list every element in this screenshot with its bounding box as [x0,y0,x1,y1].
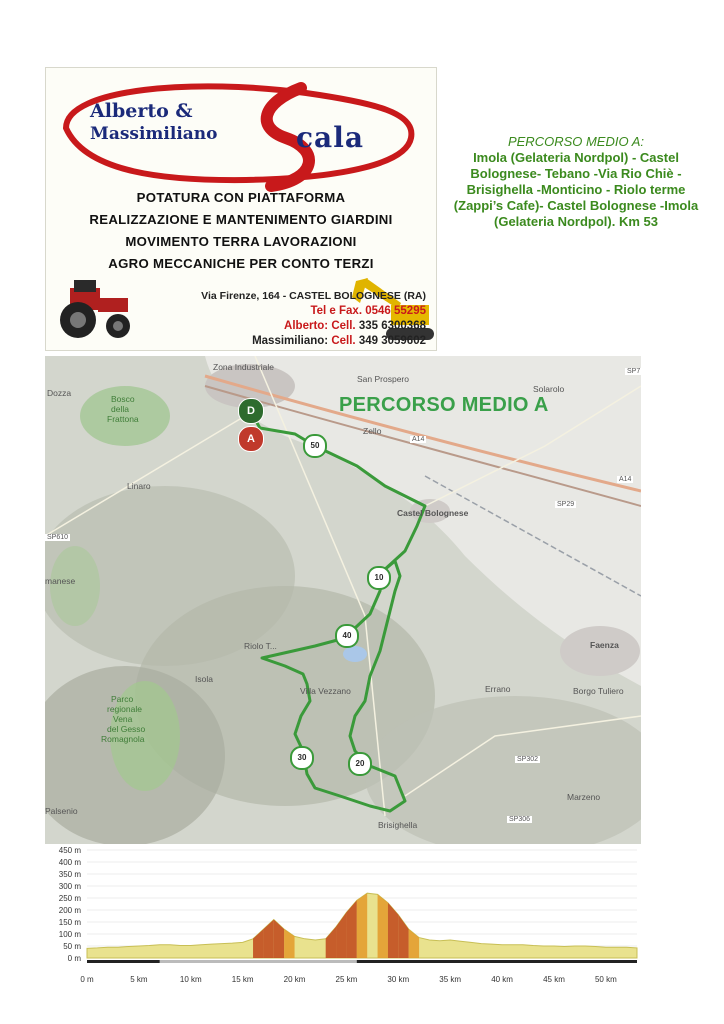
alberto-label: Alberto: [284,320,329,332]
x-tick-label: 30 km [387,975,410,984]
place-zello: Zello [363,426,382,436]
service-4: AGRO MECCANICHE PER CONTO TERZI [108,256,374,271]
km-marker-10 [367,566,391,590]
route-map[interactable] [45,356,641,844]
place-brisighella: Brisighella [378,820,418,830]
y-tick-label: 450 m [58,846,81,855]
alberto-number: 335 6300368 [358,320,426,332]
end-marker-label: A [247,433,255,445]
y-tick-label: 400 m [58,858,81,867]
massimiliano-contact [126,335,426,347]
map-base [45,356,641,844]
address: Via Firenze, 164 - CASTEL BOLOGNESE (RA) [201,290,426,302]
x-tick-label: 45 km [543,975,565,984]
steep-segment [357,893,367,958]
service-1: POTATURA CON PIATTAFORMA [136,190,346,205]
steep-segment [326,927,336,958]
y-tick-label: 100 m [58,930,81,939]
elevation-chart [45,846,641,996]
x-tick-label: 50 km [594,975,617,984]
alberto-cell-label: Cell. [331,320,356,332]
place-parco-5: Romagnola [101,734,145,744]
steep-segment [378,894,388,958]
x-tick-label: 10 km [179,975,202,984]
ad-banner [45,67,437,351]
y-tick-label: 0 m [67,954,81,963]
start-marker-label: D [247,405,255,417]
km-marker-label: 40 [342,631,352,640]
km-marker-40 [335,624,359,648]
elevation-profile [45,846,641,996]
km-marker-label: 10 [374,573,384,582]
place-parco-3: Vena [113,714,133,724]
place-isola: Isola [195,674,213,684]
y-tick-label: 350 m [58,870,81,879]
service-3: MOVIMENTO TERRA LAVORAZIONI [125,234,357,249]
y-tick-label: 150 m [58,918,81,927]
place-castel-bolognese: Castel Bolognese [397,508,469,518]
place-errano: Errano [485,684,511,694]
place-parco-2: regionale [107,704,142,714]
road-a14-1: A14 [412,436,425,443]
x-tick-label: 15 km [231,975,254,984]
y-tick-label: 300 m [58,882,81,891]
road-sp7: SP7 [627,368,641,375]
place-solarolo: Solarolo [533,384,565,394]
road-sp610: SP610 [47,534,69,541]
x-tick-label: 40 km [491,975,513,984]
place-dozza: Dozza [47,388,72,398]
x-tick-label: 25 km [335,975,358,984]
km-marker-label: 30 [297,753,307,762]
service-2: REALIZZAZIONE E MANTENIMENTO GIARDINI [89,212,393,227]
road-sp306: SP306 [509,816,531,823]
km-marker-label: 20 [355,759,365,768]
y-tick-label: 200 m [58,906,81,915]
place-san-prospero: San Prospero [357,374,409,384]
massimiliano-number: 349 3059602 [358,335,426,347]
y-tick-label: 50 m [63,942,81,951]
telfax-label: Tel e Fax. [310,305,363,317]
place-marzeno: Marzeno [567,792,601,802]
steep-segment [263,920,273,958]
steep-segment [346,900,356,958]
place-parco-4: del Gesso [107,724,146,734]
km-marker-label: 50 [310,441,320,450]
massimiliano-cell-label: Cell. [331,335,356,347]
distance-bar-highlight [160,960,357,963]
steep-segment [274,920,284,958]
km-marker-20 [348,752,372,776]
telfax-number: 0546 55295 [365,305,426,317]
route-description [444,134,708,230]
x-tick-label: 20 km [283,975,306,984]
place-bosco: Bosco [111,394,135,404]
place-riolo: Riolo T... [244,641,277,651]
place-manese: manese [45,576,76,586]
steep-segment [388,903,398,958]
place-palsenio: Palsenio [45,806,78,816]
road-sp302: SP302 [517,756,539,763]
place-faenza: Faenza [590,640,619,650]
route-text: Imola (Gelateria Nordpol) - Castel Bolognese- Tebano -Via Rio Chiè - Brisighella -Monticino - Riolo terme (Zappi’s Cafe)- Castel Bolognese -Imola (Gelateria Nordpol). Km 53 [453,150,699,229]
logo-line-2: Massimiliano [90,124,218,144]
km-marker-30 [290,746,314,770]
place-linaro: Linaro [127,481,151,491]
y-tick-label: 250 m [58,894,81,903]
road-sp29: SP29 [557,501,575,508]
place-frattona: Frattona [107,414,139,424]
route-title: PERCORSO MEDIO A: [507,134,645,149]
place-della: della [111,404,129,414]
place-parco-1: Parco [111,694,134,704]
tel-fax [126,305,426,317]
place-villa-vezzano: Villa Vezzano [300,686,351,696]
logo-surname: cala [296,121,364,154]
x-tick-label: 0 m [80,975,94,984]
alberto-contact [126,320,426,332]
massimiliano-label: Massimiliano: [252,335,329,347]
place-borgo-tuliero: Borgo Tuliero [573,686,624,696]
road-a14-2: A14 [619,476,632,483]
x-tick-label: 5 km [130,975,148,984]
km-marker-50 [303,434,327,458]
tractor-icon [52,278,132,340]
map-title: PERCORSO MEDIO A [339,394,549,416]
x-tick-label: 35 km [439,975,462,984]
logo-line-1: Alberto & [90,100,193,122]
place-zona-industriale: Zona Industriale [213,362,274,372]
end-marker[interactable] [238,426,264,452]
start-marker[interactable] [238,398,264,424]
